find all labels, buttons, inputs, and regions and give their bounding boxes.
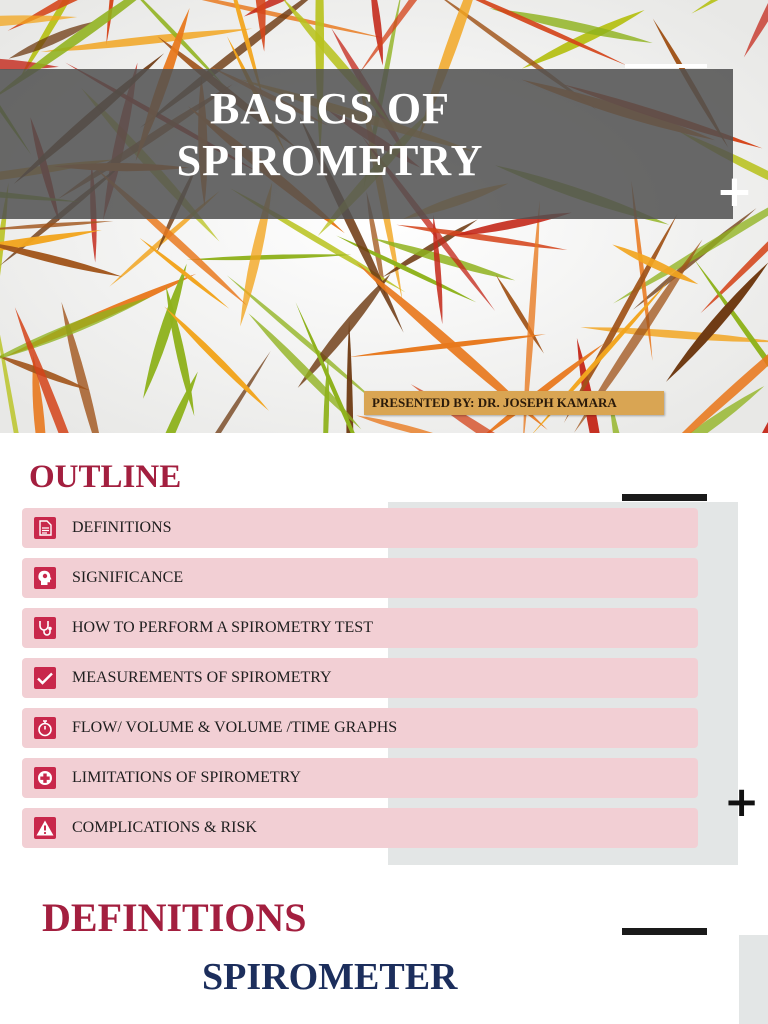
outline-item-definitions[interactable]	[22, 508, 698, 548]
outline-item-measurements[interactable]	[22, 658, 698, 698]
title-line-1: BASICS OF	[209, 84, 451, 133]
outline-item-label: FLOW/ VOLUME & VOLUME /TIME GRAPHS	[72, 719, 398, 736]
presenter-label: PRESENTED BY: DR. JOSEPH KAMARA	[364, 391, 664, 415]
title-slide	[0, 0, 768, 433]
outline-item-complications[interactable]	[22, 808, 698, 848]
head-brain-icon	[34, 567, 56, 589]
grey-panel	[739, 935, 768, 1024]
spirometer-heading: SPIROMETER	[202, 956, 458, 998]
outline-item-how-to-perform[interactable]	[22, 608, 698, 648]
outline-item-label: HOW TO PERFORM A SPIROMETRY TEST	[72, 619, 373, 636]
decorative-dash	[622, 494, 707, 501]
plus-icon: +	[724, 777, 760, 826]
warning-triangle-icon	[34, 817, 56, 839]
outline-slide	[0, 433, 768, 875]
outline-item-label: SIGNIFICANCE	[72, 569, 184, 586]
outline-item-significance[interactable]	[22, 558, 698, 598]
outline-item-label: COMPLICATIONS & RISK	[72, 819, 257, 836]
stethoscope-icon	[34, 617, 56, 639]
document-icon	[34, 517, 56, 539]
outline-item-label: MEASUREMENTS OF SPIROMETRY	[72, 669, 332, 686]
outline-item-label: DEFINITIONS	[72, 519, 172, 536]
decorative-dash	[622, 928, 707, 935]
stopwatch-icon	[34, 717, 56, 739]
definitions-slide	[0, 875, 768, 1024]
definitions-title: DEFINITIONS	[42, 895, 307, 940]
decorative-dash	[625, 64, 707, 68]
slide-title	[140, 83, 520, 187]
checkmark-icon	[34, 667, 56, 689]
outline-item-graphs[interactable]	[22, 708, 698, 748]
medical-cross-icon	[34, 767, 56, 789]
outline-item-limitations[interactable]	[22, 758, 698, 798]
title-line-2: SPIROMETRY	[176, 136, 484, 185]
outline-list	[22, 508, 698, 858]
outline-item-label: LIMITATIONS OF SPIROMETRY	[72, 769, 301, 786]
outline-title: OUTLINE	[29, 459, 182, 495]
plus-icon: +	[716, 166, 753, 217]
